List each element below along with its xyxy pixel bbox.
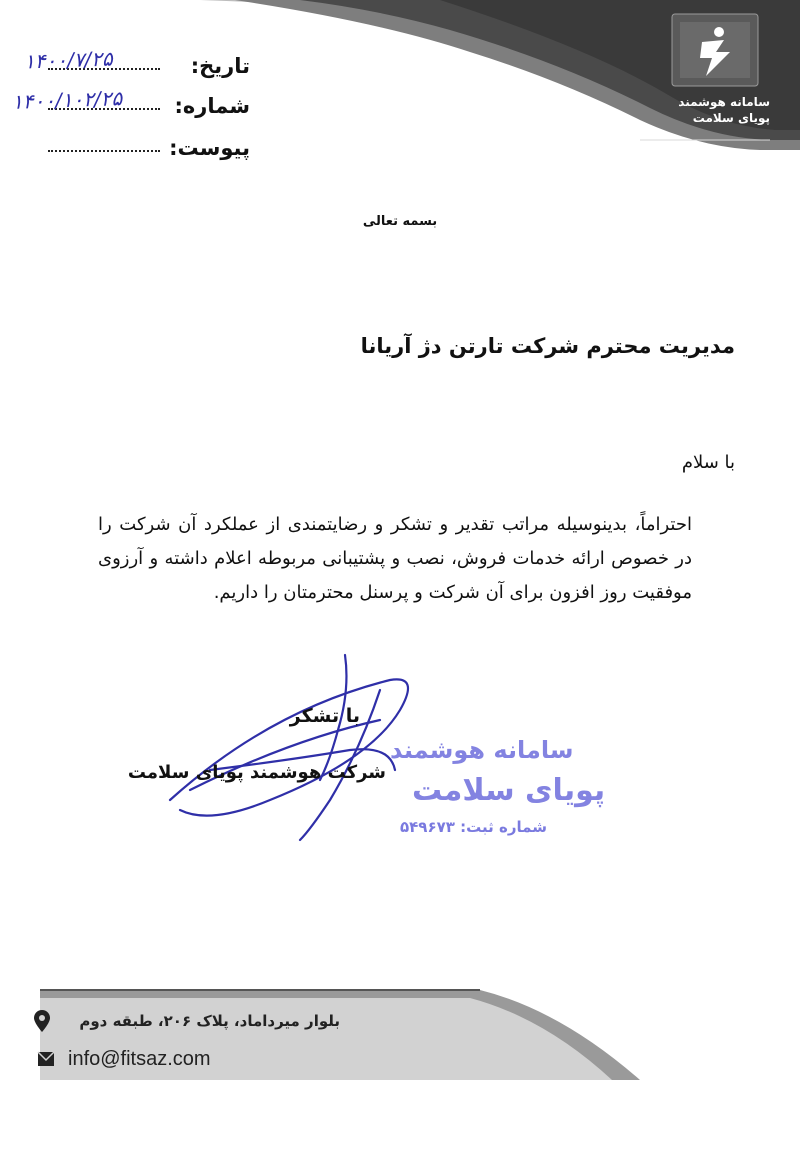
number-value: ۱۴۰۰/۱۰۲/۲۵ <box>11 86 123 114</box>
brand-line-1: سامانه هوشمند <box>678 95 770 109</box>
date-row <box>10 46 250 84</box>
attachment-row <box>10 136 250 166</box>
date-label: تاریخ: <box>190 54 250 78</box>
stamp-and-signature <box>150 650 606 850</box>
number-row <box>10 86 250 124</box>
footer-email: info@fitsaz.com <box>68 1048 211 1070</box>
basmala: بسمه تعالی <box>362 214 438 229</box>
location-pin-icon <box>34 1010 50 1032</box>
number-label: شماره: <box>174 94 250 118</box>
footer-address: بلوار میرداماد، پلاک ۲۰۶، طبقه دوم <box>79 1012 340 1030</box>
stamp-line-1: سامانه هوشمند <box>390 736 574 764</box>
signature-strokes <box>170 655 408 840</box>
date-value: ۱۴۰۰/۷/۲۵ <box>23 46 114 74</box>
greeting: با سلام <box>681 452 735 473</box>
brand-line-2: پویای سلامت <box>692 111 770 125</box>
attachment-dots <box>48 150 160 152</box>
brand-name <box>660 94 770 126</box>
letter-body: احتراماً، بدینوسیله مراتب تقدیر و تشکر و رضایتمندی از عملکرد آن شرکت را در خصوص ارائه خدمات فروش، نصب و پشتیبانی مربوطه اعلام داشته و آرزوی موفقیت روز افزون برای آن شرکت و پرسنل محترمتان را داریم. <box>98 514 692 603</box>
addressee: مدیریت محترم شرکت تارتن دژ آریانا <box>360 334 735 358</box>
signer: شرکت هوشمند پویای سلامت <box>127 762 386 783</box>
envelope-icon <box>38 1052 54 1066</box>
attachment-label: پیوست: <box>169 136 250 160</box>
closing: با تشکر <box>289 705 360 727</box>
stamp-registration: شماره ثبت: ۵۴۹۶۷۳ <box>400 818 547 836</box>
stamp-line-2: پویای سلامت <box>412 773 606 808</box>
company-logo-icon <box>672 14 758 86</box>
